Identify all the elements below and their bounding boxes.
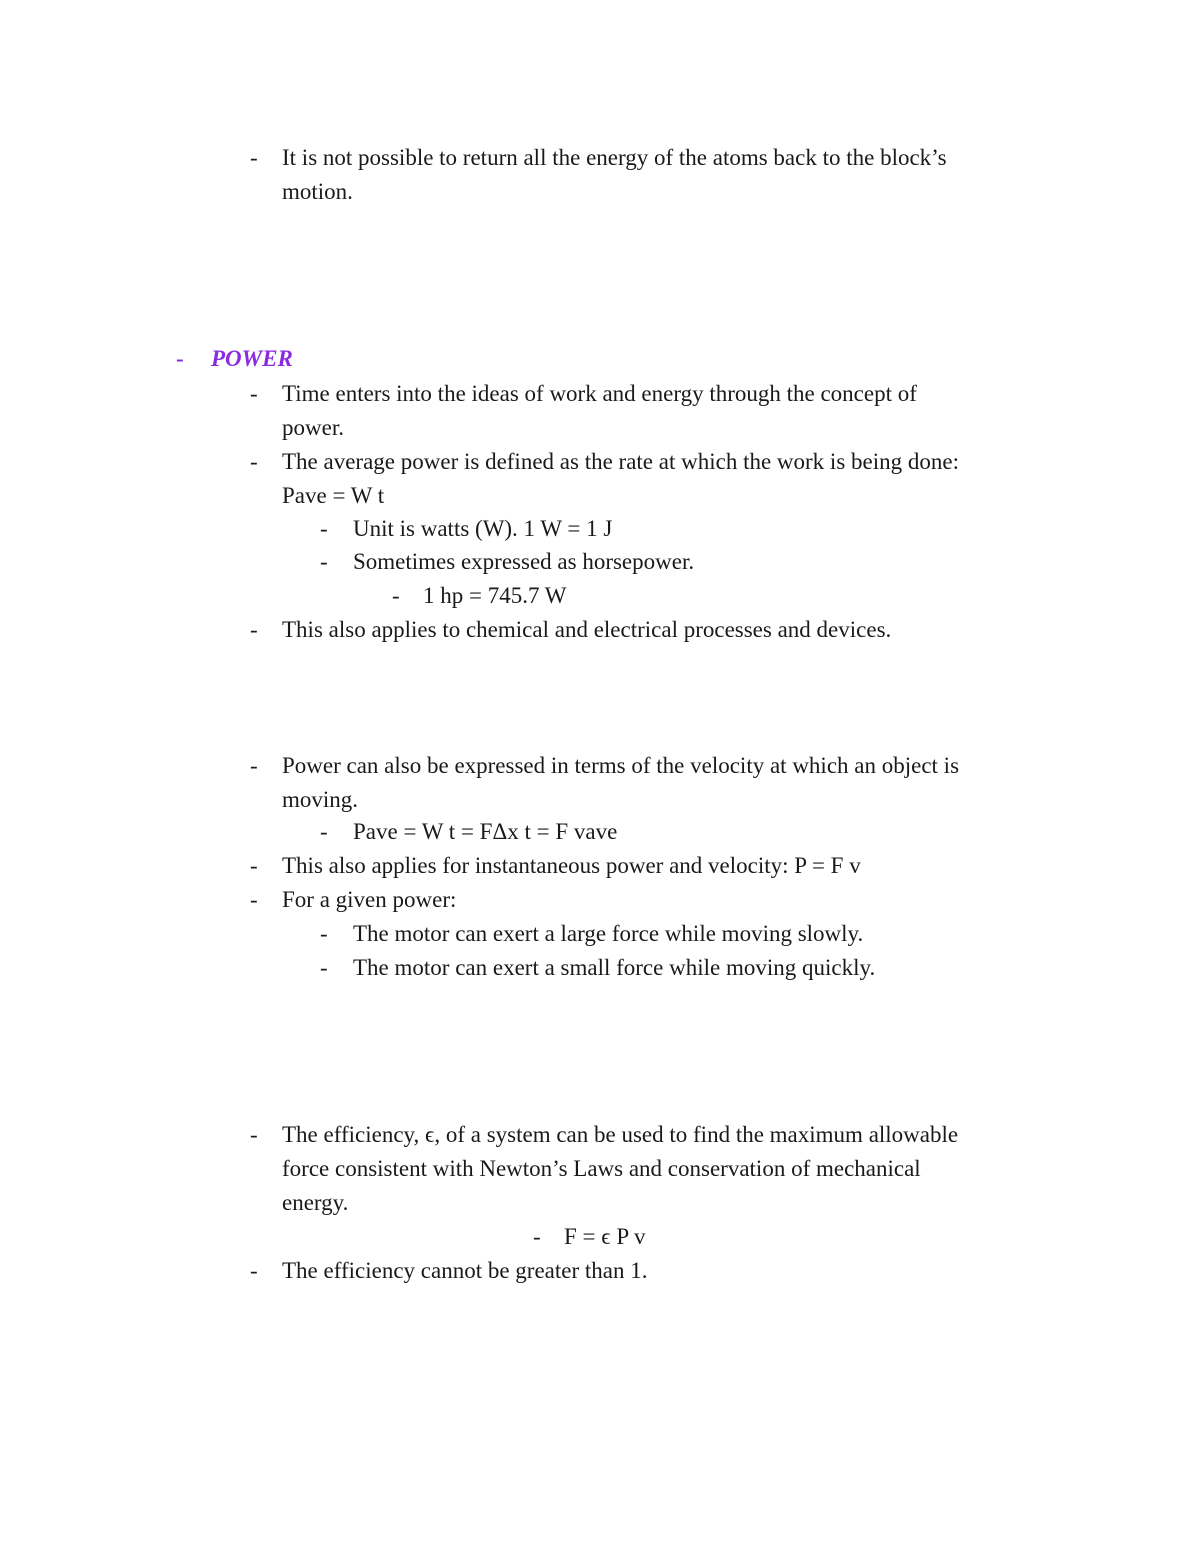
- section-heading-power: POWER: [211, 346, 293, 371]
- heading-dash: -: [176, 346, 184, 371]
- bullet-dash: -: [250, 449, 258, 474]
- velocity-formula: Pave = W t = FΔx t = F vave: [353, 819, 618, 844]
- motor-slow-text: The motor can exert a large force while moving slowly.: [353, 921, 864, 946]
- average-power-line-1: The average power is defined as the rate at which the work is being done:: [282, 449, 959, 474]
- horsepower-text: Sometimes expressed as horsepower.: [353, 549, 695, 574]
- applies-text: This also applies to chemical and electrical processes and devices.: [282, 617, 892, 642]
- intro-text-line-1: It is not possible to return all the energy of the atoms back to the block’s: [282, 145, 947, 170]
- bullet-dash: -: [250, 617, 258, 642]
- bullet-dash: -: [250, 853, 258, 878]
- velocity-text-line-2: moving.: [282, 787, 359, 812]
- bullet-dash: -: [320, 549, 328, 574]
- efficiency-text-line-2: force consistent with Newton’s Laws and conservation of mechanical: [282, 1156, 921, 1181]
- bullet-dash: -: [392, 583, 400, 608]
- bullet-dash: -: [320, 921, 328, 946]
- bullet-dash: -: [320, 516, 328, 541]
- bullet-dash: -: [250, 1122, 258, 1147]
- bullet-dash: -: [533, 1224, 541, 1249]
- bullet-dash: -: [250, 1258, 258, 1283]
- given-power-text: For a given power:: [282, 887, 457, 912]
- intro-text-line-2: motion.: [282, 179, 353, 204]
- average-power-formula: Pave = W t: [282, 483, 385, 508]
- time-text-line-2: power.: [282, 415, 344, 440]
- velocity-text-line-1: Power can also be expressed in terms of the velocity at which an object is: [282, 753, 960, 778]
- bullet-dash: -: [250, 753, 258, 778]
- instantaneous-text: This also applies for instantaneous power and velocity: P = F v: [282, 853, 861, 878]
- bullet-dash: -: [320, 955, 328, 980]
- bullet-dash: -: [250, 887, 258, 912]
- efficiency-text-line-3: energy.: [282, 1190, 349, 1215]
- time-text-line-1: Time enters into the ideas of work and energy through the concept of: [282, 381, 917, 406]
- efficiency-formula: F = ϵ P v: [564, 1224, 646, 1249]
- motor-quick-text: The motor can exert a small force while moving quickly.: [353, 955, 876, 980]
- unit-text: Unit is watts (W). 1 W = 1 J: [353, 516, 613, 541]
- bullet-dash: -: [250, 381, 258, 406]
- bullet-dash: -: [250, 145, 258, 170]
- efficiency-limit-text: The efficiency cannot be greater than 1.: [282, 1258, 648, 1283]
- efficiency-text-line-1: The efficiency, ϵ, of a system can be used to find the maximum allowable: [282, 1122, 959, 1147]
- horsepower-value: 1 hp = 745.7 W: [423, 583, 567, 608]
- bullet-dash: -: [320, 819, 328, 844]
